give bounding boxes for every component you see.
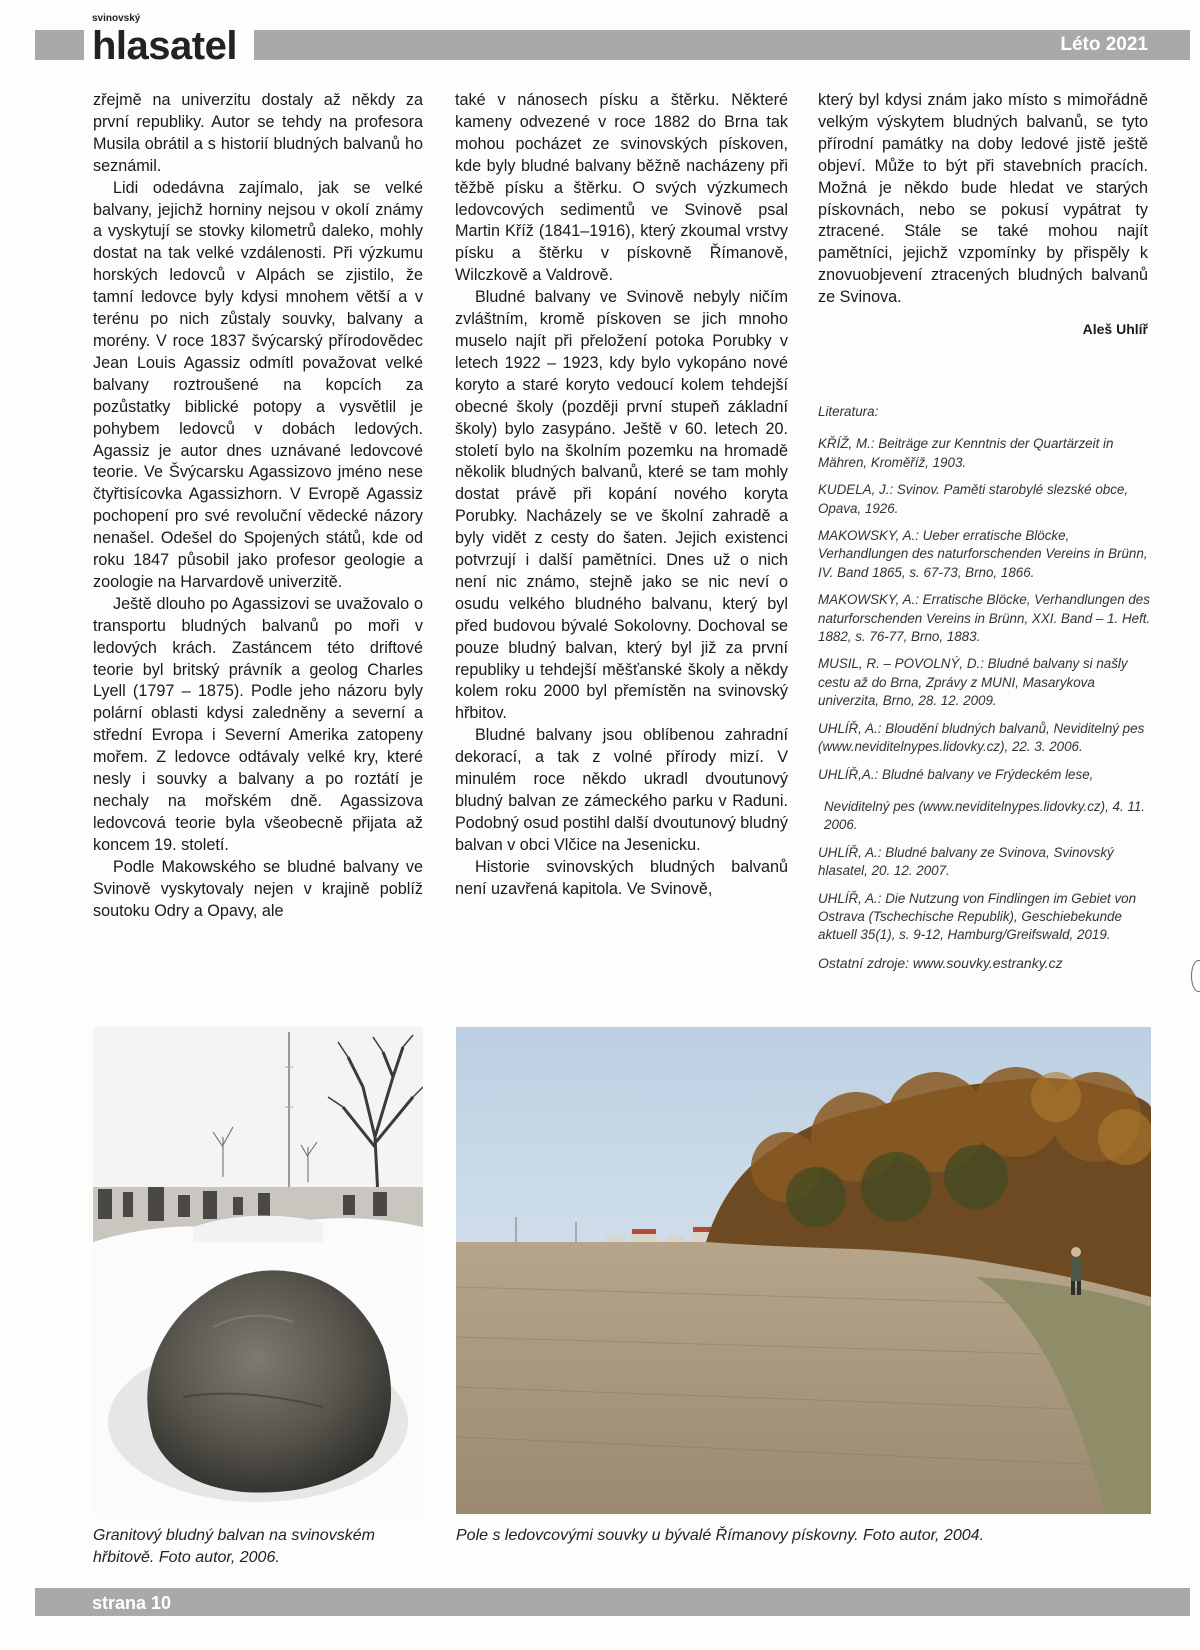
paragraph: Historie svinovských bludných balvanů není uzavřená kapitola. Ve Svinově, [455, 857, 788, 898]
field-photo [456, 1027, 1151, 1514]
literature-item: MUSIL, R. – POVOLNÝ, D.: Bludné balvany si našly cestu až do Brna, Zprávy z MUNI, Masarykova univerzita, Brno, 28. 12. 2009. [818, 656, 1128, 709]
boulder-photo [93, 1027, 423, 1517]
literature-item: UHLÍŘ,A.: Bludné balvany ve Frýdeckém lese, [818, 766, 1094, 782]
field-photo-caption: Pole s ledovcovými souvky u bývalé Římanovy pískovny. Foto autor, 2004. [456, 1527, 984, 1544]
literature-item: UHLÍŘ, A.: Die Nutzung von Findlingen im Gebiet von Ostrava (Tschechische Republik), Geschiebekunde aktuell 35(1), s. 9-12, Hamburg/Greifswald, 2019. [818, 890, 1137, 943]
paragraph: Lidi odedávna zajímalo, jak se velké balvany, jejichž horniny nejsou v okolí známy a vyskytují se stovky kilometrů daleko, mohly dostat na tak velké vzdálenosti. Při výzkumu horských ledovců v Alpách se zjistilo, že tamní ledovce byly kdysi mnohem větší a v terénu po nich zůstaly souvky, balvany a morény. V roce 1837 švýcarský přírodovědec Jean Louis Agassiz odmítl považovat velké balvany roztroušené na kopcích za pozůstatky biblické potopy a vysvětlil je pohybem ledovců v dobách ledových. Agassiz je autor dnes uznávané ledovcové teorie. Ve Švýcarsku Agassizovo jméno nese čtyřtisícovka Agassizhorn. V Evropě Agassiz pochopení pro své revoluční vědecké názory nenašel. Odešel do Spojených států, kde od roku 1847 působil jako profesor geologie a zoologie na Harvardově univerzitě. [93, 178, 423, 591]
page-edge-mark [1191, 960, 1200, 992]
page-number: strana 10 [92, 1593, 172, 1613]
literature-item: MAKOWSKY, A.: Erratische Blöcke, Verhandlungen des naturforschenden Vereins in Brünn, XXI. Band – 1. Heft. 1882, s. 76-77, Brno, 1883. [818, 592, 1151, 645]
literature-item: KŘÍŽ, M.: Beiträge zur Kenntnis der Quartärzeit in Mähren, Kroměříž, 1903. [818, 436, 1114, 470]
paragraph: Podle Makowského se bludné balvany ve Svinově vyskytovaly nejen v krajině poblíž soutoku Odry a Opavy, ale [93, 857, 423, 920]
paragraph: Bludné balvany jsou oblíbenou zahradní dekorací, a tak z volné přírody mizí. V minulém roce někdo ukradl dvoutunový bludný balvan ze zámeckého parku v Raduni. Podobný osud postihl další dvoutunový bludný balvan v obci Vlčice na Jesenicku. [455, 726, 788, 854]
paragraph: také v nánosech písku a štěrku. Některé kameny odvezené v roce 1882 do Brna tak mohou pocházet ze svinovských pískoven, kde byly bludné balvany běžně nacházeny při těžbě písku a štěrku. O svých výzkumech ledovcových sedimentů ve Svinově psal Martin Kříž (1841–1916), který zkoumal vrstvy písku a štěrku v pískovně Římanově, Wilczkově a Valdrově. [455, 91, 788, 285]
literature-item: UHLÍŘ, A.: Bloudění bludných balvanů, Neviditelný pes (www.neviditelnypes.lidovky.cz), 22. 3. 2006. [818, 720, 1145, 755]
literature-heading: Literatura: [818, 404, 879, 419]
paragraph: zřejmě na univerzitu dostaly až někdy za první republiky. Autor se tehdy na profesora Musila obrátil a s historií bludných balvanů ho seznámil. [93, 91, 423, 175]
literature-item: UHLÍŘ, A.: Bludné balvany ze Svinova, Svinovský hlasatel, 20. 12. 2007. [818, 844, 1114, 879]
literature-item: MAKOWSKY, A.: Ueber erratische Blöcke, Verhandlungen des naturforschenden Vereins in Brünn, IV. Band 1865, s. 67-73, Brno, 1866. [818, 528, 1148, 580]
literature-item: Ostatní zdroje: www.souvky.estranky.cz [818, 954, 1063, 971]
article-column-3 [818, 90, 1148, 341]
article-author: Aleš Uhlíř [1082, 321, 1148, 338]
paragraph: Bludné balvany ve Svinově nebyly ničím zvláštním, kromě pískoven se jich mnoho muselo najít při přeložení potoka Porubky v letech 1922 – 1923, kdy bylo vykopáno nové koryto a staré koryto vedoucí kolem tehdejší obecné školy (později první stupeň základní školy) bylo zasypáno. Ještě v 60. letech 20. století bylo na školním pozemku na hromadě několik bludných balvanů, které se tam mohly dostat právě při kopání nového koryta Porubky. Nacházely se ve školní zahradě a byly vidět z cesty do šaten. Jejich existenci potvrzují i další pamětníci. Dnes už o nich není nic známo, stejně jako se nic neví o osudu velkého bludného balvanu, který byl před budovou bývalé Sokolovny. Dochoval se pouze bludný balvan, který byl již za první republiky u tehdejší měšťanské školy a někdy kolem roku 2000 byl přemístěn na svinovský hřbitov. [455, 288, 788, 723]
footer-band [35, 1588, 1190, 1616]
magazine-small-title: svinovský [92, 13, 141, 24]
article-column-1 [93, 90, 423, 922]
literature-item: Neviditelný pes (www.neviditelnypes.lidovky.cz), 4. 11. 2006. [824, 798, 1146, 833]
paragraph: Ještě dlouho po Agassizovi se uvažovalo o transportu bludných balvanů po moři v ledových krách. Zastáncem této driftové teorie byl britský právník a geolog Charles Lyell (1797 – 1875). Podle jeho názoru byly polární oblasti kdysi zaledněny a severní a střední Evropa i Severní Amerika zatopeny mořem. Z ledovce odtávaly velké kry, které nesly i souvky a balvany a po roztátí je nechaly na mořském dně. Agassizova ledovcová teorie byla všeobecně přijata až koncem 19. století. [93, 594, 423, 854]
magazine-title: hlasatel [92, 24, 237, 68]
article-column-2 [455, 90, 788, 901]
boulder-photo-caption: Granitový bludný balvan na svinovském hřbitově. Foto autor, 2006. [93, 1527, 375, 1566]
issue-label: Léto 2021 [1060, 34, 1148, 55]
literature-item: KUDELA, J.: Svinov. Paměti starobylé slezské obce, Opava, 1926. [818, 482, 1129, 516]
paragraph: který byl kdysi znám jako místo s mimořádně velkým výskytem bludných balvanů, se tyto přírodní památky na doby ledové jistě ještě objeví. Může to být při stavebních pracích. Možná je někdo bude hledat ve starých pískovnách, nebo se pokusí vypátrat ty ztracené. Stále se také mohou najít pamětníci, jejichž vzpomínky by přispěly k znovuobjevení ztracených bludných balvanů ze Svinova. [818, 91, 1148, 307]
literature-list [818, 403, 1156, 981]
